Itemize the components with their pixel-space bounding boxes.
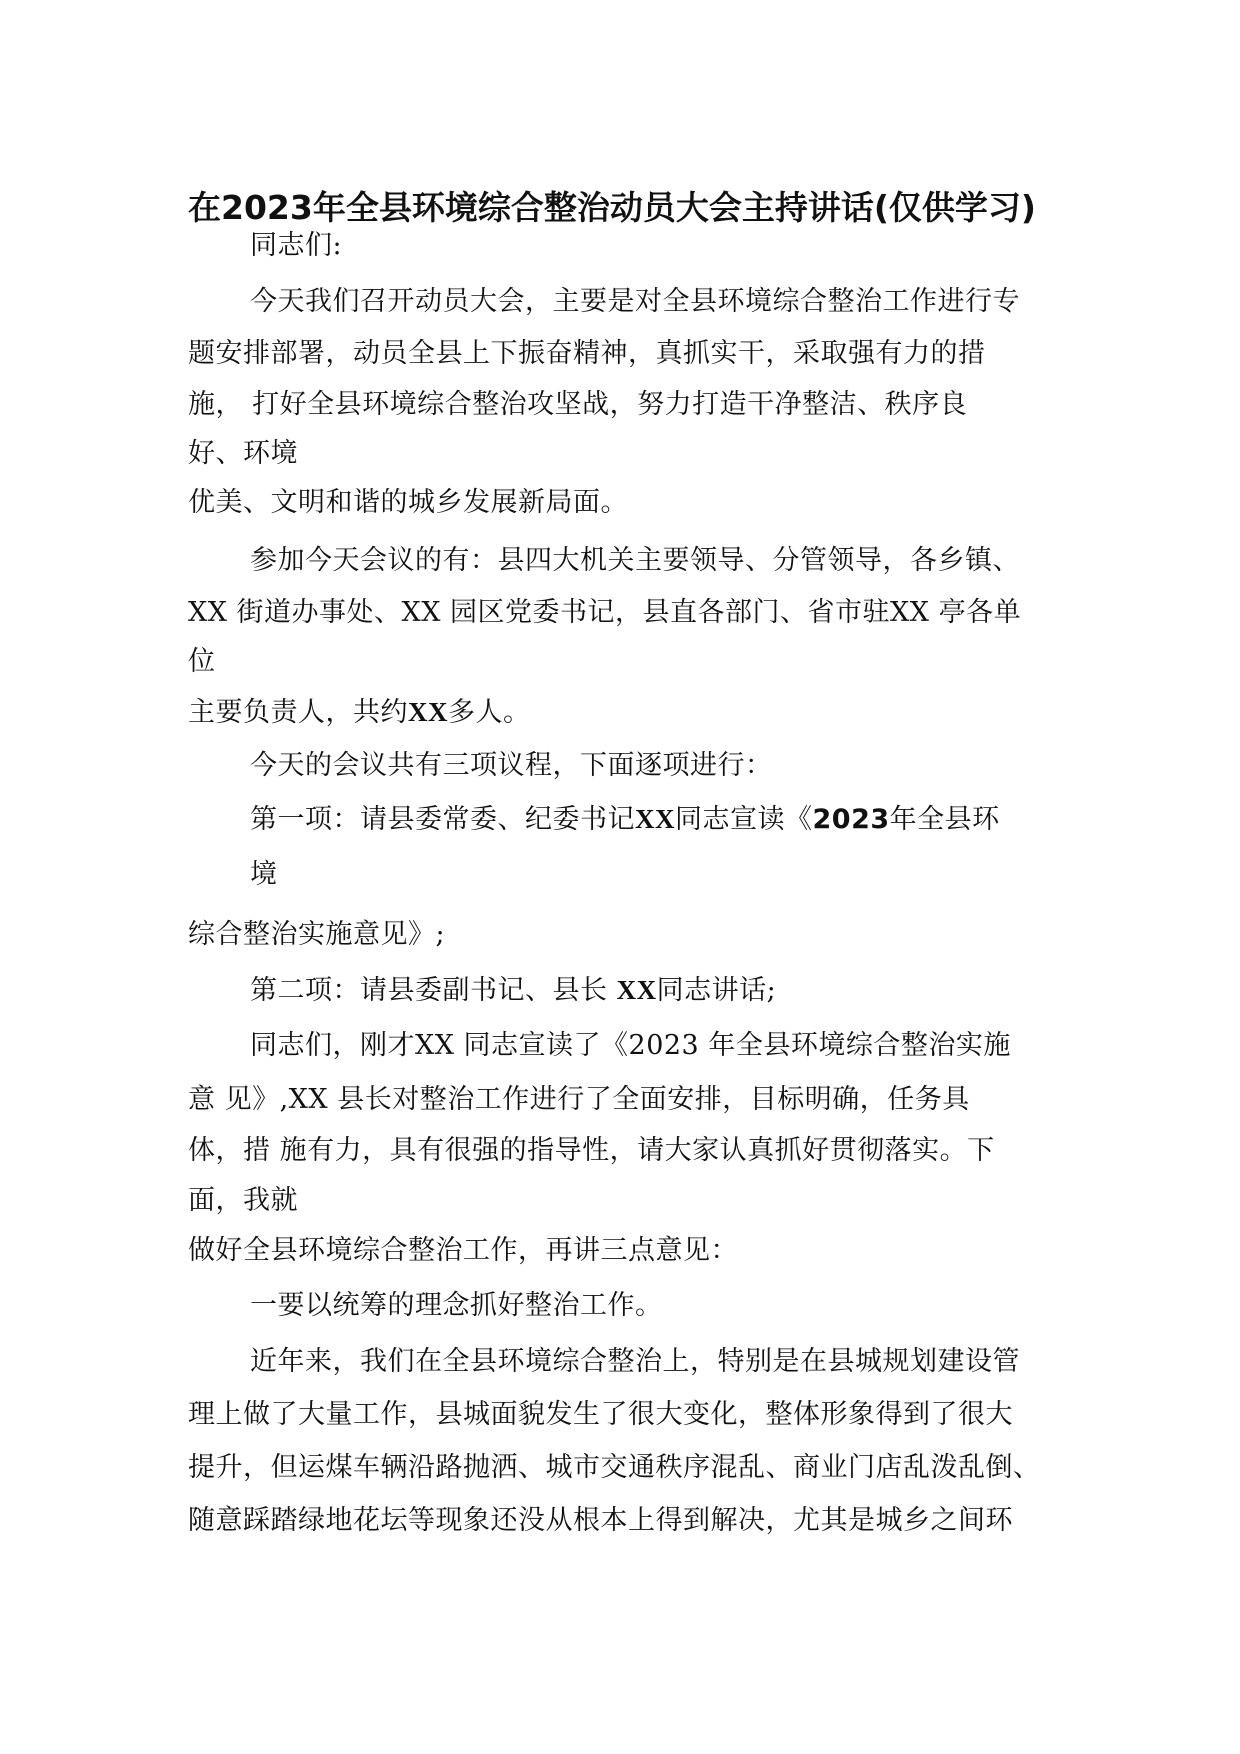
paragraph-line: 做好全县环境综合整治工作，再讲三点意见： bbox=[188, 1235, 738, 1266]
agenda-intro: 今天的会议共有三项议程，下面逐项进行： bbox=[250, 750, 773, 781]
text-run: 年全县环 bbox=[889, 804, 1000, 835]
text-run: 同志讲话; bbox=[656, 975, 777, 1006]
paragraph-line: XX 街道办事处、XX 园区党委书记，县直各部门、省市驻XX 亭各单 bbox=[188, 597, 1022, 628]
paragraph-line: 优美、文明和谐的城乡发展新局面。 bbox=[188, 487, 628, 518]
paragraph-line: 随意踩踏绿地花坛等现象还没从根本上得到解决，尤其是城乡之间环 bbox=[188, 1505, 1013, 1536]
text-run: 同志宣读《 bbox=[675, 804, 813, 835]
text-run-bold: 2023 bbox=[812, 804, 890, 835]
paragraph-line: 同志们，刚才XX 同志宣读了《2023 年全县环境综合整治实施 bbox=[250, 1030, 1011, 1061]
paragraph-line: 题安排部署，动员全县上下振奋精神，真抓实干，采取强有力的措 bbox=[188, 338, 986, 369]
paragraph-line: 近年来，我们在全县环境综合整治上，特别是在县城规划建设管 bbox=[250, 1346, 1020, 1377]
paragraph-line: 位 bbox=[188, 646, 216, 677]
paragraph-line: 面，我就 bbox=[188, 1185, 298, 1216]
text-run-bold: XX bbox=[408, 697, 448, 727]
paragraph-line: 好、环境 bbox=[188, 438, 298, 469]
paragraph-line: 综合整治实施意见》; bbox=[188, 919, 446, 950]
point-heading: 一要以统筹的理念抓好整治工作。 bbox=[250, 1290, 663, 1321]
agenda-item-2 bbox=[250, 972, 776, 1009]
paragraph-line: 理上做了大量工作，县城面貌发生了很大变化，整体形象得到了很大 bbox=[188, 1399, 1013, 1430]
text-run-bold: XX bbox=[616, 975, 657, 1005]
agenda-item-1 bbox=[250, 801, 1000, 838]
text-run: 多人。 bbox=[448, 697, 531, 728]
paragraph-line: 施， 打好全县环境综合整治攻坚战，努力打造干净整洁、秩序良 bbox=[188, 389, 968, 420]
text-run: 第二项：请县委副书记、县长 bbox=[250, 975, 617, 1006]
paragraph-line: 今天我们召开动员大会，主要是对全县环境综合整治工作进行专 bbox=[250, 286, 1020, 317]
greeting: 同志们: bbox=[250, 230, 343, 261]
paragraph-line: 体，措 施有力，具有很强的指导性，请大家认真抓好贯彻落实。下 bbox=[188, 1135, 995, 1166]
paragraph-line: 境 bbox=[250, 859, 278, 890]
paragraph-line: 提升，但运煤车辆沿路抛洒、城市交通秩序混乱、商业门店乱泼乱倒、 bbox=[188, 1452, 1041, 1483]
text-run: 主要负责人，共约 bbox=[188, 697, 408, 728]
text-run-bold: XX bbox=[635, 804, 675, 834]
document-title: 在2023年全县环境综合整治动员大会主持讲话(仅供学习) bbox=[188, 188, 1037, 227]
paragraph-line bbox=[188, 694, 531, 731]
paragraph-line: 意 见》,XX 县长对整治工作进行了全面安排，目标明确，任务具 bbox=[188, 1084, 970, 1115]
paragraph-line: 参加今天会议的有：县四大机关主要领导、分管领导，各乡镇、 bbox=[250, 545, 1020, 576]
text-run: 第一项：请县委常委、纪委书记 bbox=[250, 804, 635, 835]
